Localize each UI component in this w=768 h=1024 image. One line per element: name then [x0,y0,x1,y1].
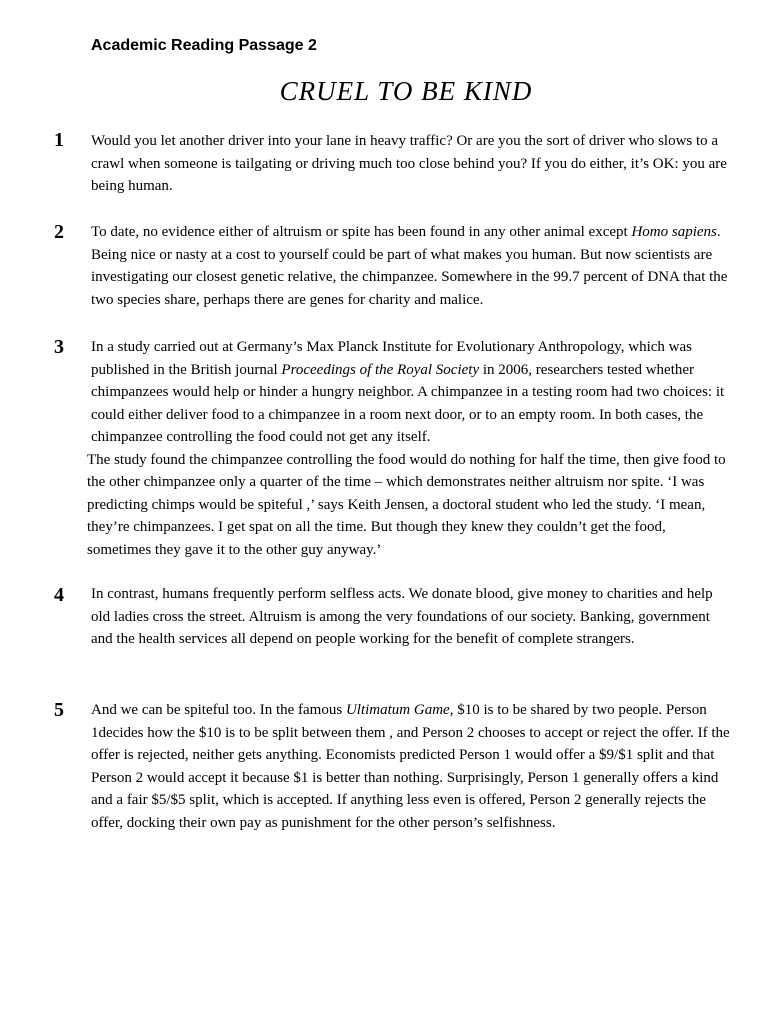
italic-term: Homo sapiens [631,224,717,240]
italic-term: Proceedings of the Royal Society [281,361,480,378]
paragraph-text [91,699,731,834]
paragraph-text-content [91,221,731,311]
text-run: in 2006, researchers tested whether chimpanzees would help or hinder a hungry neighbor. A chimpanzee in a testing room had two choices: it could either deliver food to a chimpanzee in a room next door, or to an empty room. In both cases, the chimpanzee controlling the food could not get any itself. [91,361,725,445]
paragraph-text [91,221,731,311]
text-run: In a study carried out at Germany’s Max Planck Institute for Evolutionary Anthropology, which was published in the British journal [91,339,692,378]
passage-title: CRUEL TO BE KIND [279,76,533,106]
paragraph-text [91,583,731,651]
text-run: . Being nice or nasty at a cost to yourself could be part of what makes you human. But now scientists are investigating our closest genetic relative, the chimpanzee. Somewhere in the 99.7 percent of DNA that the two species share, perhaps there are genes for charity and malice. [91,224,728,308]
paragraph-text [87,336,731,561]
paragraph-text-content [91,699,731,834]
paragraph-number: 3 [54,336,64,358]
paragraph-number: 5 [54,699,64,721]
paragraph-text [91,130,731,198]
text-run: And we can be spiteful too. In the famous [91,702,346,718]
paragraph-number: 4 [54,584,64,606]
paragraph-text-content: Would you let another driver into your lane in heavy traffic? Or are you the sort of driver who slows to a crawl when someone is tailgating or driving much too close behind you? If you do either, it’s OK: you are being human. [91,133,727,194]
text-run: , $10 is to be shared by two people. Person 1decides how the $10 is to be split between them , and Person 2 chooses to accept or reject the offer. If the offer is rejected, neither gets anything. Economists predicted Person 1 would offer a $9/$1 split and that Person 2 would accept it because $1 is better than nothing. Surprisingly, Person 1 generally offers a kind and a fair $5/$5 split, which is accepted. If anything less even is offered, Person 2 generally rejects the offer, docking their own pay as punishment for the other person’s selfishness. [91,702,730,831]
passage-header: Academic Reading Passage 2 [91,37,317,54]
paragraph-number: 2 [54,221,64,243]
paragraph-text-content: In contrast, humans frequently perform selfless acts. We donate blood, give money to charities and help old ladies cross the street. Altruism is among the very foundations of our society. Banking, government and the health services all depend on people working for the benefit of complete strangers. [91,586,713,647]
italic-term: Ultimatum Game [345,702,450,718]
paragraph-text-content [91,336,731,449]
text-run: To date, no evidence either of altruism or spite has been found in any other animal except [91,224,632,240]
paragraph-text-continuation: The study found the chimpanzee controlling the food would do nothing for half the time, then give food to the other chimpanzee only a quarter of the time – which demonstrates neither altruism nor spite. ‘I was predicting chimps would be spiteful ,’ says Keith Jensen, a doctoral student who led the study. ‘I mean, they’re chimpanzees. I get spat on all the time. But though they knew they couldn’t get the food, sometimes they gave it to the other guy anyway.’ [87,451,726,558]
paragraph-number: 1 [54,129,64,151]
